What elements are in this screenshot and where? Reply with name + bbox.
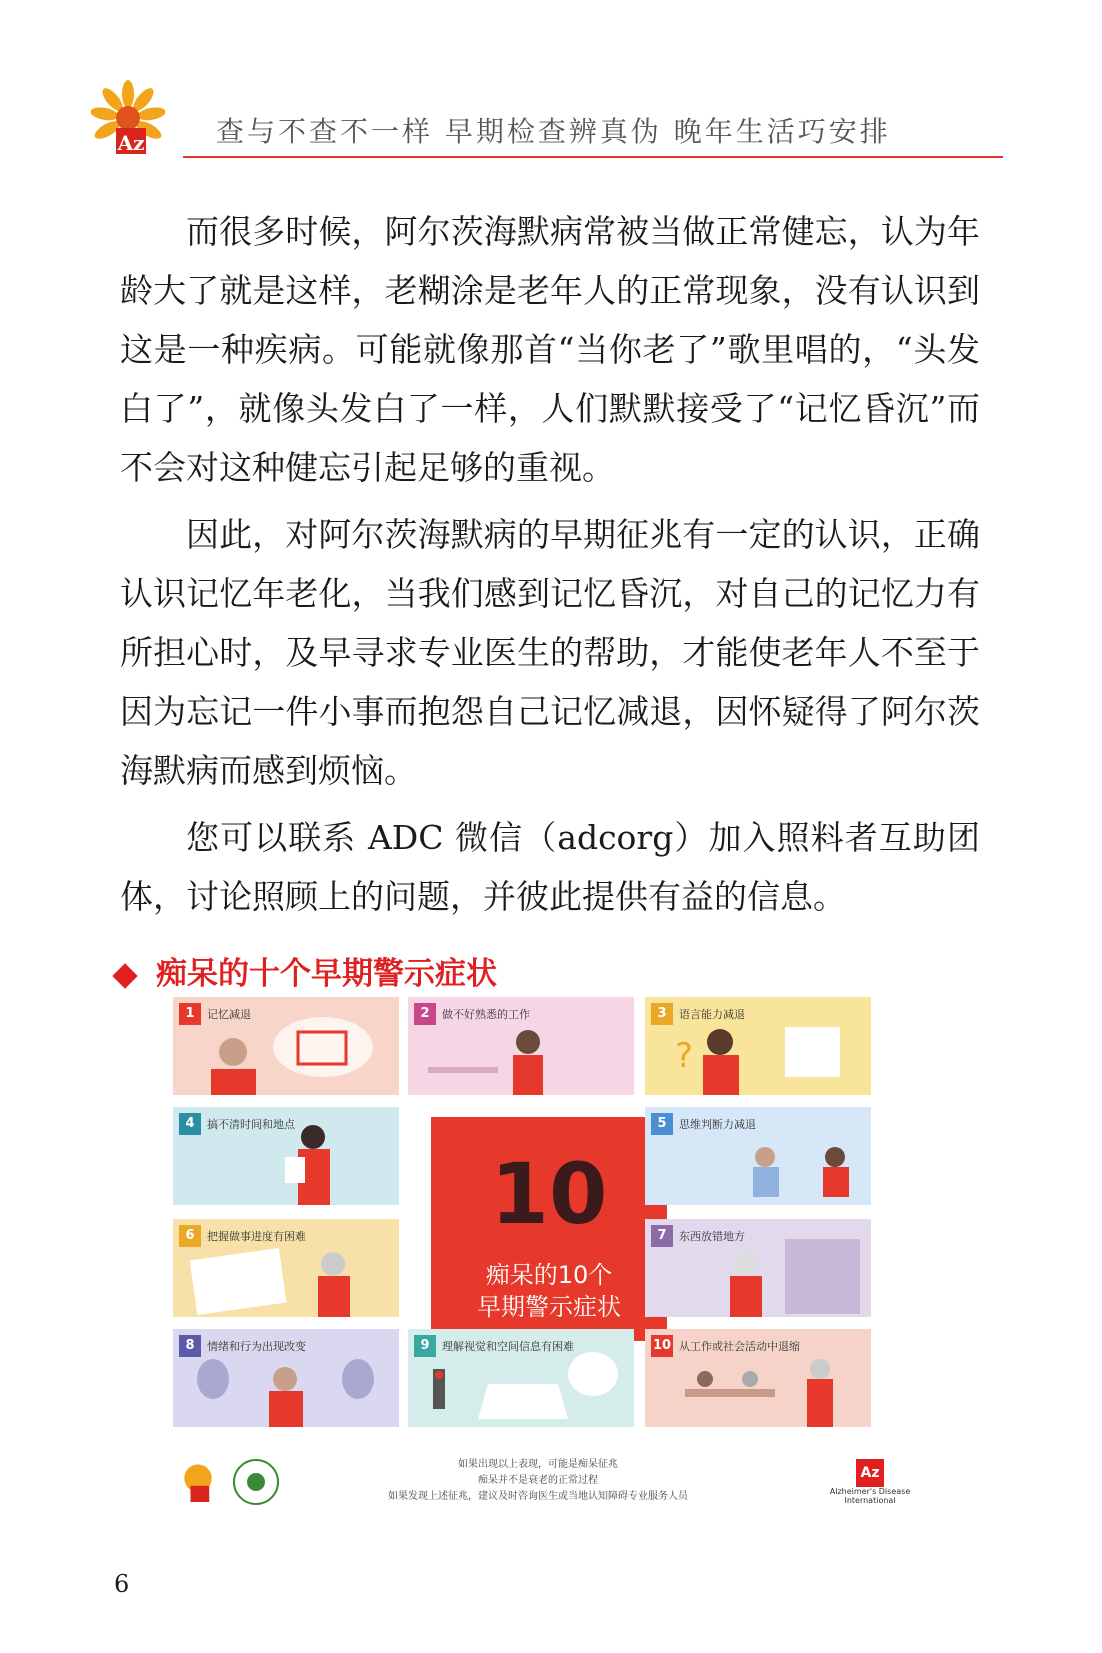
- footer-line-2: 痴呆并不是衰老的正常过程: [478, 1475, 598, 1486]
- paragraph-3: 您可以联系 ADC 微信（adcorg）加入照料者互助团体，讨论照顾上的问题，并彼此提供有益的信息。: [120, 818, 980, 916]
- sign-tile-4: [173, 1107, 399, 1205]
- paragraph-2: 因此，对阿尔茨海默病的早期征兆有一定的认识，正确认识记忆年老化，当我们感到记忆昏沉，对自己的记忆力有所担心时，及早寻求专业医生的帮助，才能使老年人不至于因为忘记一件小事而抱怨自己记忆减退，因怀疑得了阿尔茨海默病而感到烦恼。: [120, 515, 980, 790]
- adi-name: Alzheimer's Disease International: [829, 1487, 911, 1505]
- tile-label: 语言能力减退: [679, 1008, 745, 1021]
- adc-logo-icon: [173, 1457, 223, 1507]
- sign-tile-9: [408, 1329, 634, 1427]
- adi-logo-mark: Az: [856, 1459, 884, 1487]
- tile-label: 搞不清时间和地点: [207, 1118, 295, 1131]
- center-caption-line-1: 痴呆的10个: [485, 1261, 613, 1289]
- association-seal-icon: [231, 1457, 281, 1507]
- tile-label: 从工作或社会活动中退缩: [679, 1340, 800, 1353]
- section-heading: [116, 948, 497, 993]
- svg-text:Az: Az: [117, 131, 145, 155]
- sign-tile-5: [645, 1107, 871, 1205]
- header-title: 查与不查不一样 早期检查辨真伪 晚年生活巧安排: [216, 115, 891, 148]
- header-divider: [183, 156, 1003, 158]
- warning-signs-infographic: [173, 997, 925, 1525]
- tile-number: 6: [179, 1225, 201, 1247]
- page-header: [88, 70, 1000, 160]
- tile-label: 把握做事进度有困难: [207, 1230, 306, 1243]
- footer-line-3: 如果发现上述征兆，建议及时咨询医生或当地认知障碍专业服务人员: [388, 1491, 688, 1502]
- section-title: 痴呆的十个早期警示症状: [156, 956, 497, 992]
- sign-tile-1: [173, 997, 399, 1095]
- tile-number: 3: [651, 1003, 673, 1025]
- sign-tile-7: [645, 1219, 871, 1317]
- tile-number: 1: [179, 1003, 201, 1025]
- tile-label: 理解视觉和空间信息有困难: [442, 1340, 574, 1353]
- tile-number: 9: [414, 1335, 436, 1357]
- tile-number: 8: [179, 1335, 201, 1357]
- tile-number: 4: [179, 1113, 201, 1135]
- tile-label: 思维判断力减退: [679, 1118, 756, 1131]
- sign-tile-3: [645, 997, 871, 1095]
- infographic-footer: [173, 1451, 925, 1525]
- tile-number: 7: [651, 1225, 673, 1247]
- az-flower-logo: [88, 80, 168, 160]
- adi-logo: [825, 1459, 915, 1505]
- sign-tile-2: [408, 997, 634, 1095]
- sign-tile-8: [173, 1329, 399, 1427]
- footer-line-1: 如果出现以上表现，可能是痴呆征兆: [458, 1459, 618, 1470]
- tile-number: 5: [651, 1113, 673, 1135]
- center-caption-line-2: 早期警示症状: [477, 1293, 621, 1321]
- svg-text:?: ?: [675, 1036, 694, 1076]
- tile-label: 情绪和行为出现改变: [207, 1340, 306, 1353]
- page-number: 6: [114, 1570, 130, 1598]
- center-caption: [431, 1259, 667, 1323]
- tile-number: 10: [651, 1335, 673, 1357]
- tile-label: 做不好熟悉的工作: [442, 1008, 530, 1021]
- diamond-bullet-icon: [112, 963, 137, 988]
- center-tile: [431, 1117, 667, 1341]
- sign-tile-6: [173, 1219, 399, 1317]
- tile-label: 东西放错地方: [679, 1230, 745, 1243]
- center-number: 10: [490, 1145, 608, 1243]
- sign-tile-10: [645, 1329, 871, 1427]
- tile-number: 2: [414, 1003, 436, 1025]
- tile-label: 记忆减退: [207, 1008, 251, 1021]
- paragraph-1: 而很多时候，阿尔茨海默病常被当做正常健忘，认为年龄大了就是这样，老糊涂是老年人的正常现象，没有认识到这是一种疾病。可能就像那首“当你老了”歌里唱的，“头发白了”，就像头发白了一样，人们默默接受了“记忆昏沉”而不会对这种健忘引起足够的重视。: [120, 212, 980, 487]
